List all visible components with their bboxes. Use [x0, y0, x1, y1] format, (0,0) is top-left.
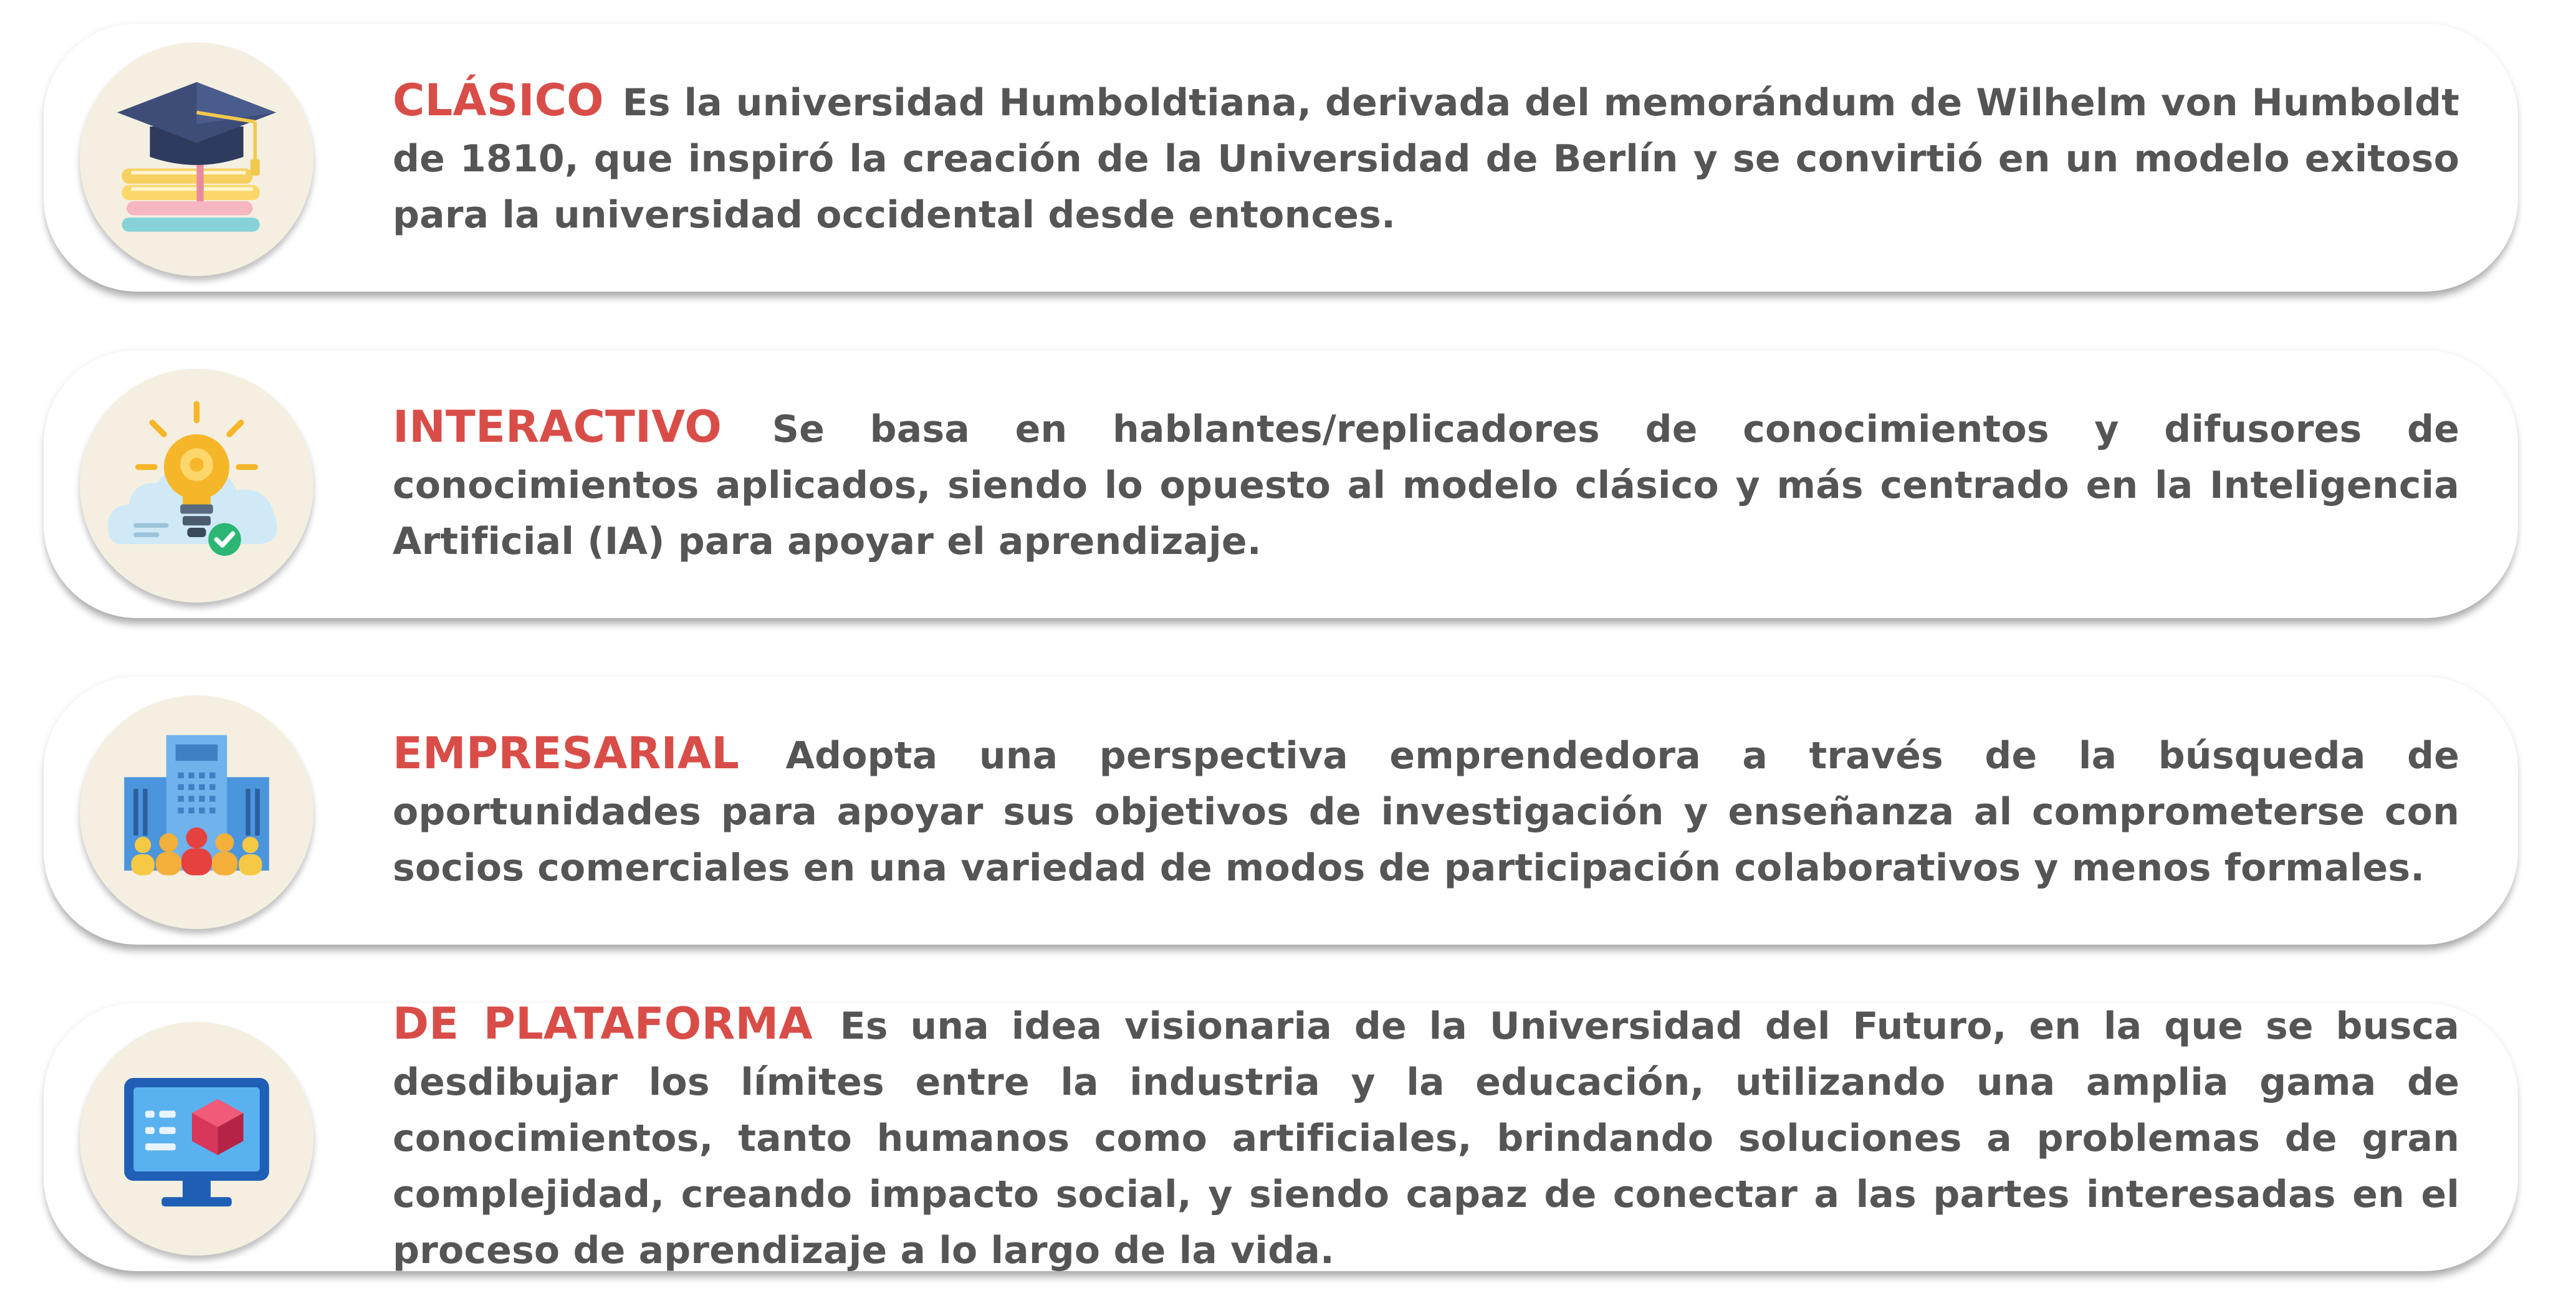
model-description: Se basa en hablantes/replicadores de conocimientos y difusores de conocimientos aplicados, siendo lo opuesto al modelo clásico y más centrado en la Inteligencia Artificial (IA) para apoyar el aprendizaje.	[393, 408, 2459, 563]
model-title: CLÁSICO	[393, 75, 604, 126]
model-card-de-plataforma	[44, 998, 2518, 1272]
model-title: EMPRESARIAL	[393, 728, 740, 779]
model-description-block	[393, 399, 2459, 570]
graduation-cap-books-icon	[80, 42, 314, 276]
lightbulb-cloud-icon	[80, 369, 314, 603]
model-title: DE PLATAFORMA	[393, 998, 813, 1049]
model-description-block	[393, 72, 2459, 243]
model-description: Adopta una perspectiva emprendedora a través de la búsqueda de oportunidades para apoyar sus objetivos de investigación y enseñanza al comprometerse con socios comerciales en una variedad de modos de participación colaborativos y menos formales.	[393, 734, 2460, 890]
model-card-empresarial	[44, 677, 2518, 945]
model-description-block	[393, 725, 2459, 896]
model-card-clasico	[44, 24, 2518, 292]
building-people-icon	[80, 695, 314, 929]
model-description-block	[393, 996, 2459, 1279]
model-title: INTERACTIVO	[393, 401, 722, 452]
monitor-cube-icon	[80, 1022, 314, 1256]
model-description: Es una idea visionaria de la Universidad del Futuro, en la que se busca desdibujar los límites entre la industria y la educación, utilizando una amplia gama de conocimientos, tanto humanos como artificiales, brindando soluciones a problemas de gran complejidad, creando impacto social, y siendo capaz de conectar a las partes interesadas en el proceso de aprendizaje a lo largo de la vida.	[393, 1004, 2459, 1272]
model-card-interactivo	[44, 350, 2518, 618]
model-description: Es la universidad Humboldtiana, derivada del memorándum de Wilhelm von Humboldt de 1810, que inspiró la creación de la Universidad de Berlín y se convirtió en un modelo exitoso para la universidad occidental desde entonces.	[393, 81, 2459, 237]
